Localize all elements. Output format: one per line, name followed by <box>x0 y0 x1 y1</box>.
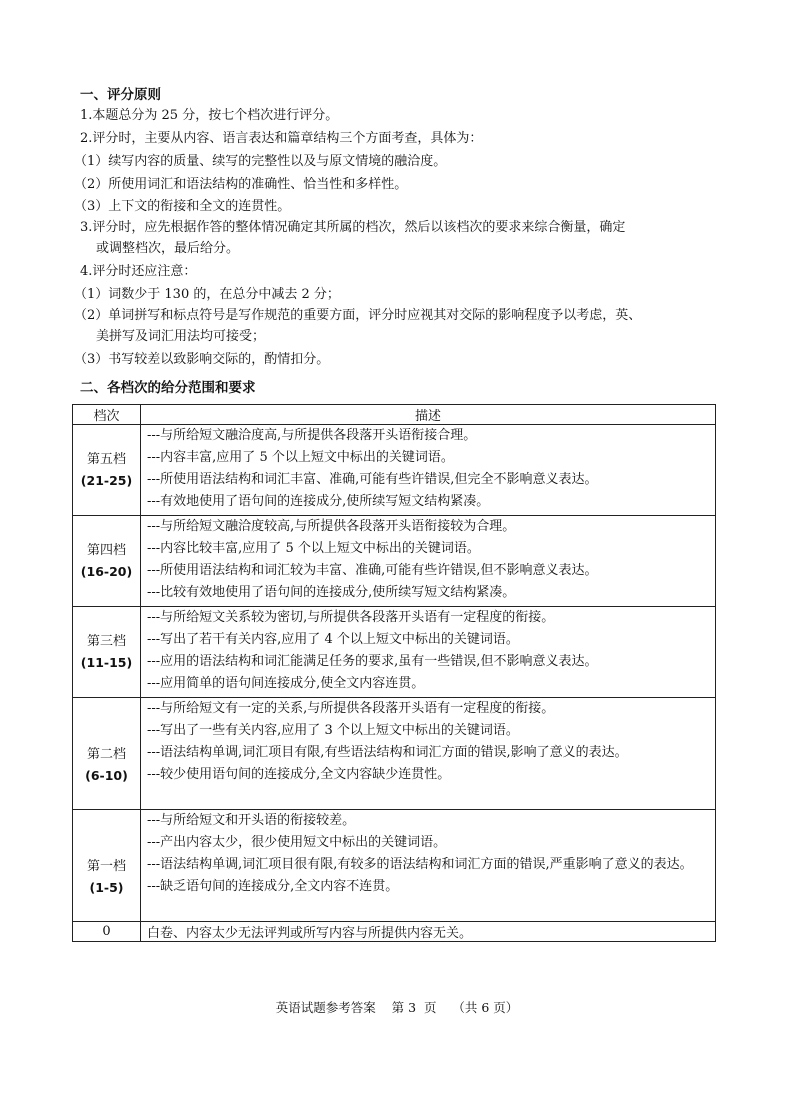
level-cell <box>73 698 141 810</box>
level-cell <box>73 425 141 516</box>
zero-description: 白卷、内容太少无法评判或所写内容与所提供内容无关。 <box>141 922 716 942</box>
rule-line: 3.评分时，应先根据作答的整体情况确定其所属的档次，然后以该档次的要求来综合衡量，确定 <box>80 220 626 235</box>
criterion-line: ---与所给短文融洽度高,与所提供各段落开头语衔接合理。 <box>147 428 477 443</box>
table-row <box>73 698 716 810</box>
criterion-line: ---所使用语法结构和词汇丰富、准确,可能有些许错误,但完全不影响意义表达。 <box>147 472 598 487</box>
level-cell <box>73 810 141 922</box>
page-footer: 英语试题参考答案 第 3 页 （共 6 页） <box>275 1000 519 1015</box>
rule-line: 4.评分时还应注意： <box>80 264 197 279</box>
table-row <box>73 607 716 698</box>
criterion-line: ---有效地使用了语句间的连接成分,使所续写短文结构紧凑。 <box>147 494 490 509</box>
description-cell <box>141 810 716 922</box>
table-row <box>73 425 716 516</box>
criterion-line: ---语法结构单调,词汇项目很有限,有较多的语法结构和词汇方面的错误,严重影响了意义的表达。 <box>147 857 693 872</box>
criterion-line: ---所使用语法结构和词汇较为丰富、准确,可能有些许错误,但不影响意义表达。 <box>147 563 598 578</box>
level-range: (1-5) <box>89 879 124 895</box>
level-name: 第四档 <box>86 543 126 558</box>
rule-line: （1）续写内容的质量、续写的完整性以及与原文情境的融洽度。 <box>74 154 447 169</box>
level-zero: 0 <box>73 922 141 942</box>
grading-table <box>72 404 716 942</box>
criterion-line: ---内容丰富,应用了 5 个以上短文中标出的关键词语。 <box>147 450 454 465</box>
table-header-row <box>73 405 716 425</box>
column-header-level: 档次 <box>73 405 141 425</box>
section-1-title: 一、评分原则 <box>80 87 161 103</box>
rule-line: 2.评分时，主要从内容、语言表达和篇章结构三个方面考查，具体为： <box>80 131 483 146</box>
criterion-line: ---缺乏语句间的连接成分,全文内容不连贯。 <box>147 879 399 894</box>
rule-line: 美拼写及词汇用法均可接受； <box>96 329 266 344</box>
section-2-title: 二、各档次的给分范围和要求 <box>80 380 256 396</box>
criterion-line: ---应用简单的语句间连接成分,使全文内容连贯。 <box>147 676 425 691</box>
criterion-line: ---比较有效地使用了语句间的连接成分,使所续写短文结构紧凑。 <box>147 585 516 600</box>
rule-line: （2）单词拼写和标点符号是写作规范的重要方面，评分时应视其对交际的影响程度予以考虑，英、 <box>74 308 642 323</box>
level-range: (21-25) <box>80 473 133 488</box>
description-cell <box>141 698 716 810</box>
description-cell <box>141 607 716 698</box>
level-name: 第三档 <box>86 634 126 649</box>
criterion-line: ---写出了若干有关内容,应用了 4 个以上短文中标出的关键词语。 <box>147 632 519 647</box>
description-cell <box>141 516 716 607</box>
criterion-line: ---与所给短文融洽度较高,与所提供各段落开头语衔接较为合理。 <box>147 519 516 534</box>
criterion-line: ---产出内容太少，很少使用短文中标出的关键词语。 <box>147 835 447 850</box>
rule-line: （1）词数少于 130 的，在总分中减去 2 分； <box>74 287 340 302</box>
table-row <box>73 810 716 922</box>
criterion-line: ---与所给短文和开头语的衔接较差。 <box>147 813 356 828</box>
table-row <box>73 516 716 607</box>
level-range: (16-20) <box>80 564 133 579</box>
criterion-line: ---较少使用语句间的连接成分,全文内容缺少连贯性。 <box>147 767 451 782</box>
level-range: (11-15) <box>80 655 133 670</box>
description-cell <box>141 425 716 516</box>
rule-line: （2）所使用词汇和语法结构的准确性、恰当性和多样性。 <box>74 177 408 192</box>
criterion-line: ---与所给短文关系较为密切,与所提供各段落开头语有一定程度的衔接。 <box>147 610 555 625</box>
criterion-line: ---与所给短文有一定的关系,与所提供各段落开头语有一定程度的衔接。 <box>147 701 555 716</box>
rule-line: （3）上下文的衔接和全文的连贯性。 <box>74 199 291 214</box>
level-name: 第二档 <box>86 746 126 762</box>
level-name: 第一档 <box>86 858 126 874</box>
criterion-line: ---内容比较丰富,应用了 5 个以上短文中标出的关键词语。 <box>147 541 480 556</box>
level-cell <box>73 516 141 607</box>
criterion-line: ---语法结构单调,词汇项目有限,有些语法结构和词汇方面的错误,影响了意义的表达。 <box>147 745 628 760</box>
level-name: 第五档 <box>86 452 126 467</box>
criterion-line: ---应用的语法结构和词汇能满足任务的要求,虽有一些错误,但不影响意义表达。 <box>147 654 598 669</box>
column-header-description: 描述 <box>141 405 716 425</box>
table-row-zero <box>73 922 716 942</box>
level-range: (6-10) <box>85 767 128 783</box>
criterion-line: ---写出了一些有关内容,应用了 3 个以上短文中标出的关键词语。 <box>147 723 519 738</box>
rule-line: 1.本题总分为 25 分，按七个档次进行评分。 <box>80 108 339 123</box>
level-cell <box>73 607 141 698</box>
rule-line: （3）书写较差以致影响交际的，酌情扣分。 <box>74 352 330 367</box>
rule-line: 或调整档次，最后给分。 <box>96 241 240 256</box>
